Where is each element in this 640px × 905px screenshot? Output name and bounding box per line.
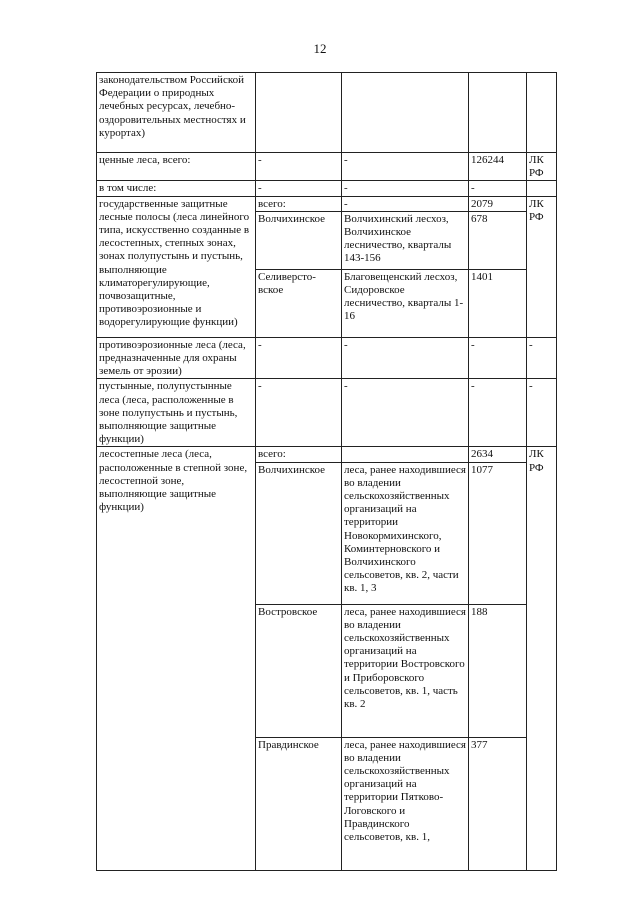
table-cell: Волчихинское xyxy=(256,462,342,604)
table-cell: 188 xyxy=(469,604,527,737)
table-cell: - xyxy=(342,196,469,211)
table-cell: лесостепные леса (леса, расположенные в степной зоне, лесостепной зоне, выполняющие защитные функции) xyxy=(97,447,256,870)
table-cell: ЛК РФ xyxy=(527,153,557,181)
table-cell: всего: xyxy=(256,196,342,211)
table-cell: государственные защитные лесные полосы (леса линейного типа, искусственно созданные в лесостепных, степных зонах, зонах полупустынь и пустынь, выполняющие климаторегулирующие, почвозащитные, противоэрозионные и водорегулирующие функции) xyxy=(97,196,256,337)
table-row xyxy=(97,73,557,153)
table-cell: 1077 xyxy=(469,462,527,604)
table-row xyxy=(97,379,557,447)
table-cell: Волчихинский лесхоз, Волчихинское лесничество, кварталы 143-156 xyxy=(342,211,469,269)
table-cell xyxy=(342,73,469,153)
table-cell: - xyxy=(342,181,469,196)
table-cell: ЛК РФ xyxy=(527,447,557,870)
table-cell: - xyxy=(342,153,469,181)
table-cell: 678 xyxy=(469,211,527,269)
cell-text: леса, ранее находившиеся во владении сельскохозяйственных организаций на территории Пятково-Логовского и Правдинского сельсоветов, кв. 1, xyxy=(344,738,466,844)
table-cell xyxy=(342,737,469,870)
table-row xyxy=(97,447,557,462)
table-cell xyxy=(342,447,469,462)
table-cell: 377 xyxy=(469,737,527,870)
table-cell: леса, ранее находившиеся во владении сельскохозяйственных организаций на территории Новокормихинского, Коминтерновского и Волчихинского сельсоветов, кв. 2, части кв. 1, 3 xyxy=(342,462,469,604)
table-cell xyxy=(527,181,557,196)
table-cell xyxy=(527,73,557,153)
table-cell: 1401 xyxy=(469,269,527,337)
table-cell: ЛК РФ xyxy=(527,196,557,337)
table-cell: Благовещенский лесхоз, Сидоровское лесничество, кварталы 1-16 xyxy=(342,269,469,337)
table-cell: всего: xyxy=(256,447,342,462)
page-number: 12 xyxy=(313,41,327,56)
table-cell: - xyxy=(469,379,527,447)
table-row xyxy=(97,196,557,211)
table-cell: в том числе: xyxy=(97,181,256,196)
table-cell: - xyxy=(469,181,527,196)
table-cell: Правдинское xyxy=(256,737,342,870)
table-cell: - xyxy=(527,379,557,447)
table-cell: - xyxy=(256,379,342,447)
table-cell: пустынные, полупустынные леса (леса, расположенные в зоне полупустынь и пустынь, выполняющие защитные функции) xyxy=(97,379,256,447)
table-cell: 2634 xyxy=(469,447,527,462)
table-cell: - xyxy=(256,181,342,196)
table-cell: Волчихинское xyxy=(256,211,342,269)
table-cell: - xyxy=(527,337,557,379)
table-cell: противоэрозионные леса (леса, предназначенные для охраны земель от эрозии) xyxy=(97,337,256,379)
table-cell: леса, ранее находившиеся во владении сельскохозяйственных организаций на территории Востровского и Приборовского сельсоветов, кв. 1, часть кв. 2 xyxy=(342,604,469,737)
table-cell: ценные леса, всего: xyxy=(97,153,256,181)
table-row xyxy=(97,337,557,379)
table-row xyxy=(97,181,557,196)
table-cell: - xyxy=(256,337,342,379)
table-cell: Селиверсто-вское xyxy=(256,269,342,337)
table-cell xyxy=(469,73,527,153)
table-cell: Востровское xyxy=(256,604,342,737)
table-cell: 126244 xyxy=(469,153,527,181)
table-cell xyxy=(256,73,342,153)
forest-table xyxy=(96,72,557,871)
table-cell: законодательством Российской Федерации о природных лечебных ресурсах, лечебно-оздоровительных местностях и курортах) xyxy=(97,73,256,153)
table-cell: - xyxy=(469,337,527,379)
table-cell: - xyxy=(342,337,469,379)
table-cell: - xyxy=(256,153,342,181)
table-cell: 2079 xyxy=(469,196,527,211)
table-row xyxy=(97,153,557,181)
table-cell: - xyxy=(342,379,469,447)
